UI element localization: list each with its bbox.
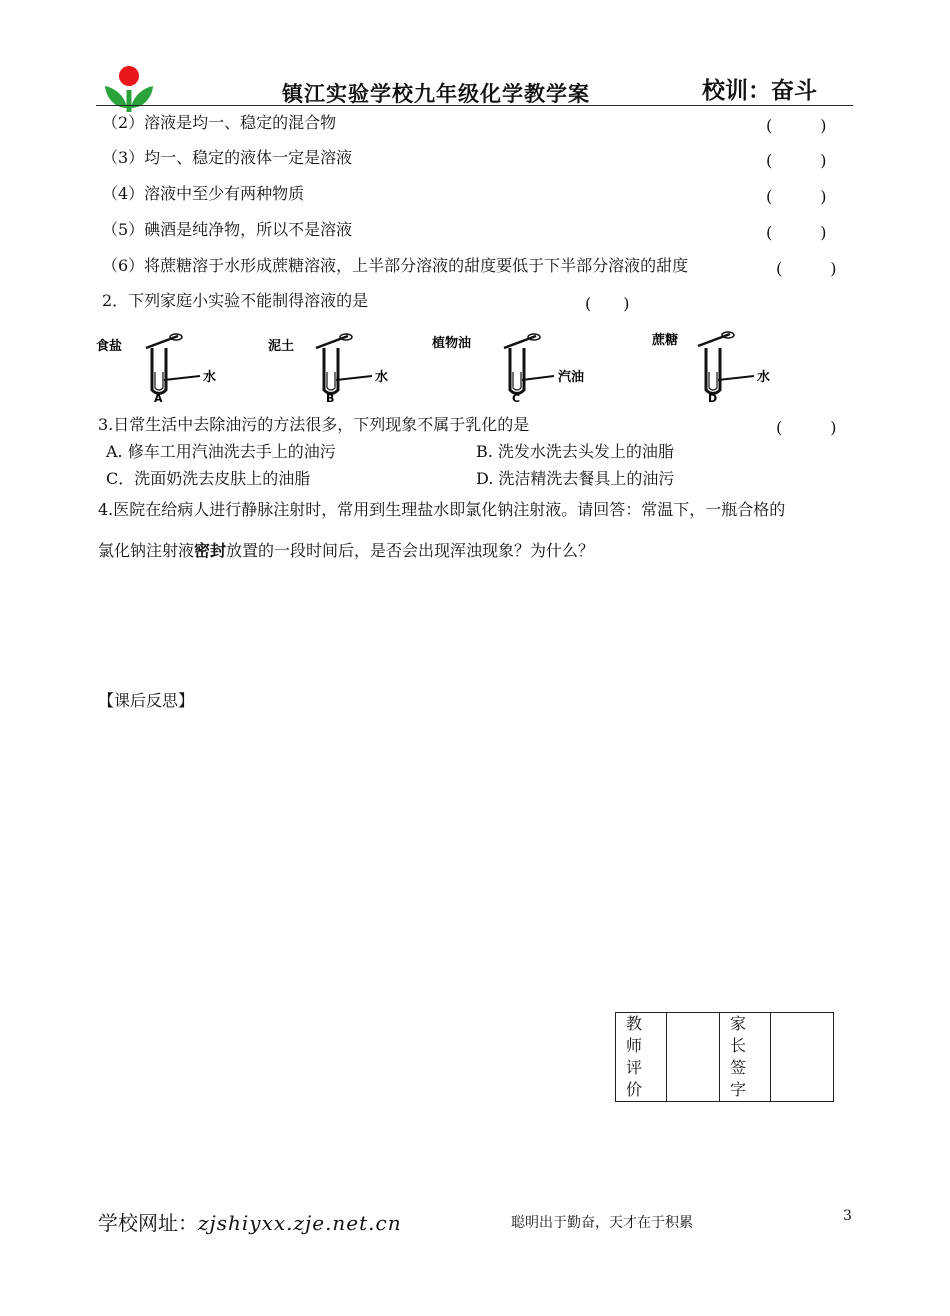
footer-site-label: 学校网址： bbox=[98, 1211, 198, 1235]
footer-site-url[interactable]: zjshiyxx.zje.net.cn bbox=[198, 1211, 402, 1235]
q1-item-5: （5）碘酒是纯净物，所以不是溶液 bbox=[102, 220, 353, 239]
test-tube-figure-a bbox=[96, 330, 236, 402]
test-tube-figure-c bbox=[432, 330, 612, 402]
q1-item-3: （3）均一、稳定的液体一定是溶液 bbox=[102, 148, 353, 167]
school-motto: 校训：奋斗 bbox=[702, 77, 817, 104]
teacher-eval-cell[interactable] bbox=[667, 1013, 720, 1102]
tube-c-solvent-label: 汽油 bbox=[558, 370, 585, 385]
tube-d-solute-label: 蔗糖 bbox=[652, 333, 679, 348]
q1-item-4: （4）溶液中至少有两种物质 bbox=[102, 184, 305, 203]
page-number: 3 bbox=[843, 1208, 852, 1224]
q3-option-b: B. 洗发水洗去头发上的油脂 bbox=[476, 442, 674, 461]
tube-b-solute-label: 泥土 bbox=[268, 339, 295, 354]
q3-option-c: C．洗面奶洗去皮肤上的油脂 bbox=[106, 469, 311, 488]
tube-d-letter: D bbox=[708, 392, 718, 402]
tube-a-solvent-label: 水 bbox=[203, 370, 217, 385]
tube-d-solvent-label: 水 bbox=[757, 370, 771, 385]
q3-stem: 3.日常生活中去除油污的方法很多，下列现象不属于乳化的是 bbox=[98, 415, 530, 434]
tube-a-letter: A bbox=[154, 392, 163, 402]
q1-item-2: （2）溶液是均一、稳定的混合物 bbox=[102, 113, 337, 132]
q4-line-1: 4.医院在给病人进行静脉注射时，常用到生理盐水即氯化钠注射液。请回答：常温下，一瓶合格的 bbox=[98, 500, 786, 519]
q2-blank[interactable]: ( ) bbox=[585, 294, 630, 313]
parent-sign-label: 家长签字 bbox=[720, 1013, 771, 1102]
q3-blank[interactable]: ( ) bbox=[776, 418, 837, 437]
tube-a-solute-label: 食盐 bbox=[96, 339, 123, 354]
footer-website bbox=[98, 1207, 402, 1236]
reflection-heading: 【课后反思】 bbox=[98, 691, 195, 710]
q1-item-6-blank[interactable]: ( ) bbox=[776, 259, 837, 278]
school-logo-icon bbox=[103, 64, 155, 114]
test-tube-figure-d bbox=[650, 330, 790, 402]
footer-motto: 聪明出于勤奋，天才在于积累 bbox=[511, 1215, 693, 1231]
q1-item-2-blank[interactable]: ( ) bbox=[766, 116, 827, 135]
q1-item-6: （6）将蔗糖溶于水形成蔗糖溶液，上半部分溶液的甜度要低于下半部分溶液的甜度 bbox=[102, 256, 689, 275]
q4-emphasis: 密封 bbox=[194, 541, 227, 560]
teacher-eval-label: 教师评价 bbox=[616, 1013, 667, 1102]
parent-sign-cell[interactable] bbox=[771, 1013, 834, 1102]
q1-item-3-blank[interactable]: ( ) bbox=[766, 151, 827, 170]
page-title: 镇江实验学校九年级化学教学案 bbox=[282, 81, 590, 106]
q4-line-2-post: 放置的一段时间后，是否会出现浑浊现象？为什么？ bbox=[226, 541, 595, 560]
tube-b-letter: B bbox=[326, 392, 335, 402]
evaluation-table bbox=[615, 1012, 834, 1102]
q3-option-a: A. 修车工用汽油洗去手上的油污 bbox=[106, 442, 336, 461]
tube-c-solute-label: 植物油 bbox=[432, 336, 472, 351]
q3-option-d: D. 洗洁精洗去餐具上的油污 bbox=[476, 469, 675, 488]
q4-line-2 bbox=[98, 541, 594, 561]
tube-c-letter: C bbox=[512, 392, 521, 402]
q1-item-4-blank[interactable]: ( ) bbox=[766, 187, 827, 206]
test-tube-figure-b bbox=[268, 330, 408, 402]
header-divider bbox=[96, 105, 853, 106]
q1-item-5-blank[interactable]: ( ) bbox=[766, 223, 827, 242]
tube-b-solvent-label: 水 bbox=[375, 370, 389, 385]
q4-line-2-pre: 氯化钠注射液 bbox=[98, 541, 195, 560]
q2-stem: 2．下列家庭小实验不能制得溶液的是 bbox=[102, 291, 369, 310]
